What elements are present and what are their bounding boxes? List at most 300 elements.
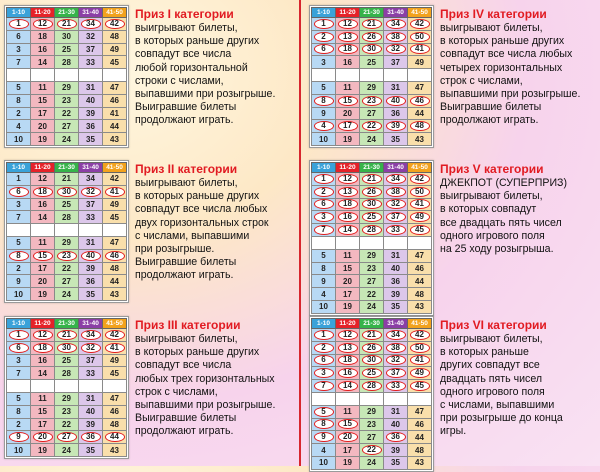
ticket-number: 18 xyxy=(336,43,360,56)
lottery-ticket xyxy=(309,316,434,472)
ticket-row xyxy=(7,43,127,56)
lottery-ticket xyxy=(309,160,434,316)
ticket-row xyxy=(312,288,432,301)
ticket-number: 28 xyxy=(55,367,79,380)
range-header: 21-30 xyxy=(360,319,384,329)
ticket-number: 8 xyxy=(7,405,31,418)
ticket-row xyxy=(312,431,432,444)
range-header: 1-10 xyxy=(312,163,336,173)
range-header: 41-50 xyxy=(408,319,432,329)
ticket-number: 21 xyxy=(360,173,384,186)
ticket-number: 9 xyxy=(312,431,336,444)
ticket-row xyxy=(7,405,127,418)
ticket-number: 38 xyxy=(384,30,408,43)
grid-separator xyxy=(312,392,432,405)
ticket-number: 40 xyxy=(79,249,103,262)
ticket-number: 25 xyxy=(55,354,79,367)
ticket-number: 44 xyxy=(408,275,432,288)
grid-separator xyxy=(7,69,127,82)
center-divider xyxy=(299,0,301,466)
ticket-number: 32 xyxy=(79,30,103,43)
ticket-number: 11 xyxy=(336,405,360,418)
ticket-number: 17 xyxy=(336,288,360,301)
range-header: 1-10 xyxy=(7,8,31,18)
ticket-number: 15 xyxy=(31,249,55,262)
ticket-row xyxy=(312,133,432,146)
ticket-number: 37 xyxy=(384,56,408,69)
ticket-number: 49 xyxy=(408,367,432,380)
ticket-number: 35 xyxy=(384,456,408,469)
ticket-number: 30 xyxy=(360,43,384,56)
prize-description xyxy=(135,318,295,439)
ticket-number: 19 xyxy=(336,300,360,313)
ticket-number: 26 xyxy=(360,185,384,198)
ticket-number: 2 xyxy=(312,30,336,43)
ticket-number: 48 xyxy=(103,262,127,275)
ticket-number: 9 xyxy=(7,275,31,288)
ticket-number: 50 xyxy=(408,185,432,198)
ticket-number: 41 xyxy=(103,107,127,120)
ticket-number: 11 xyxy=(31,81,55,94)
prize-panel xyxy=(305,157,597,312)
ticket-number: 30 xyxy=(55,185,79,198)
ticket-row xyxy=(7,444,127,457)
ticket-number: 4 xyxy=(312,444,336,457)
ticket-number: 21 xyxy=(55,329,79,342)
ticket-row xyxy=(312,198,432,211)
ticket-number: 21 xyxy=(360,329,384,342)
prize-description xyxy=(135,162,295,283)
ticket-number: 49 xyxy=(408,56,432,69)
ticket-number: 43 xyxy=(408,133,432,146)
ticket-number: 18 xyxy=(336,354,360,367)
ticket-number: 42 xyxy=(408,329,432,342)
ticket-number: 11 xyxy=(31,392,55,405)
ticket-number: 12 xyxy=(336,18,360,31)
ticket-number: 15 xyxy=(31,94,55,107)
ticket-number: 47 xyxy=(103,236,127,249)
ticket-number: 5 xyxy=(312,81,336,94)
ticket-number: 18 xyxy=(31,341,55,354)
ticket-number: 33 xyxy=(79,56,103,69)
prize-title: Приз II категории xyxy=(135,162,238,176)
ticket-row xyxy=(312,405,432,418)
range-header: 11-20 xyxy=(31,319,55,329)
ticket-number: 2 xyxy=(7,107,31,120)
ticket-number: 22 xyxy=(55,262,79,275)
ticket-number: 40 xyxy=(79,94,103,107)
ticket-grid xyxy=(311,318,432,470)
ticket-number: 32 xyxy=(384,354,408,367)
ticket-number: 39 xyxy=(79,107,103,120)
range-header: 41-50 xyxy=(408,163,432,173)
ticket-number: 42 xyxy=(103,329,127,342)
ticket-number: 24 xyxy=(55,444,79,457)
ticket-number: 27 xyxy=(360,275,384,288)
prize-text: выигрывают билеты, в которых раньше других совпадут все числа любых двух горизонтальных строк с числами, выпавшими при розыгрыше. Выигравшие билеты продолжают играть. xyxy=(135,177,269,282)
ticket-number: 32 xyxy=(79,341,103,354)
ticket-number: 2 xyxy=(312,341,336,354)
ticket-number: 26 xyxy=(360,341,384,354)
ticket-number: 48 xyxy=(408,288,432,301)
ticket-row xyxy=(312,275,432,288)
ticket-number: 47 xyxy=(408,249,432,262)
ticket-number: 50 xyxy=(408,30,432,43)
prize-panel xyxy=(0,313,292,461)
ticket-number: 3 xyxy=(312,367,336,380)
ticket-row xyxy=(312,444,432,457)
ticket-number: 40 xyxy=(79,405,103,418)
ticket-number: 48 xyxy=(103,30,127,43)
range-header: 21-30 xyxy=(360,8,384,18)
ticket-grid xyxy=(6,162,127,301)
ticket-number: 37 xyxy=(79,43,103,56)
ticket-number: 28 xyxy=(360,380,384,393)
ticket-number: 22 xyxy=(55,107,79,120)
ticket-number: 47 xyxy=(408,81,432,94)
lottery-ticket xyxy=(4,316,129,459)
ticket-number: 39 xyxy=(384,444,408,457)
ticket-number: 49 xyxy=(103,43,127,56)
ticket-number: 45 xyxy=(103,367,127,380)
ticket-number: 12 xyxy=(31,329,55,342)
ticket-number: 3 xyxy=(312,56,336,69)
ticket-number: 41 xyxy=(408,354,432,367)
ticket-row xyxy=(7,329,127,342)
ticket-number: 12 xyxy=(31,18,55,31)
ticket-number: 5 xyxy=(7,81,31,94)
ticket-number: 30 xyxy=(55,30,79,43)
ticket-number: 2 xyxy=(7,418,31,431)
ticket-row xyxy=(7,81,127,94)
ticket-number: 10 xyxy=(312,456,336,469)
ticket-number: 6 xyxy=(312,354,336,367)
ticket-number: 46 xyxy=(103,249,127,262)
ticket-number: 31 xyxy=(79,81,103,94)
ticket-number: 37 xyxy=(79,354,103,367)
ticket-number: 35 xyxy=(79,133,103,146)
ticket-number: 41 xyxy=(103,341,127,354)
ticket-number: 2 xyxy=(7,262,31,275)
ticket-number: 39 xyxy=(79,262,103,275)
ticket-row xyxy=(7,431,127,444)
range-header: 11-20 xyxy=(336,163,360,173)
ticket-number: 7 xyxy=(7,367,31,380)
ticket-number: 47 xyxy=(103,392,127,405)
ticket-row xyxy=(7,288,127,301)
ticket-number: 35 xyxy=(79,444,103,457)
ticket-number: 15 xyxy=(336,262,360,275)
ticket-grid xyxy=(311,162,432,314)
ticket-row xyxy=(312,94,432,107)
ticket-number: 37 xyxy=(384,211,408,224)
ticket-row xyxy=(312,367,432,380)
ticket-number: 15 xyxy=(31,405,55,418)
lottery-ticket xyxy=(309,5,434,148)
ticket-number: 7 xyxy=(312,224,336,237)
ticket-number: 17 xyxy=(31,262,55,275)
ticket-row xyxy=(7,211,127,224)
ticket-number: 6 xyxy=(7,30,31,43)
ticket-number: 34 xyxy=(79,18,103,31)
ticket-row xyxy=(312,43,432,56)
ticket-number: 46 xyxy=(408,262,432,275)
ticket-number: 16 xyxy=(31,198,55,211)
lottery-ticket xyxy=(4,5,129,148)
ticket-number: 9 xyxy=(312,275,336,288)
ticket-number: 36 xyxy=(384,431,408,444)
ticket-number: 20 xyxy=(31,275,55,288)
prize-text: выигрывают билеты, в которых раньше других совпадут все числа любых четырех горизонтальных строк с числами, выпавшими при розыгрыше. Выигравшие билеты продолжают играть. xyxy=(440,22,581,127)
ticket-number: 43 xyxy=(103,133,127,146)
ticket-number: 41 xyxy=(408,198,432,211)
ticket-number: 30 xyxy=(360,198,384,211)
ticket-number: 27 xyxy=(55,431,79,444)
ticket-number: 28 xyxy=(360,224,384,237)
range-header: 11-20 xyxy=(336,319,360,329)
ticket-row xyxy=(312,418,432,431)
ticket-number: 21 xyxy=(55,173,79,186)
ticket-number: 44 xyxy=(103,431,127,444)
ticket-row xyxy=(7,185,127,198)
ticket-number: 42 xyxy=(103,173,127,186)
ticket-number: 45 xyxy=(408,380,432,393)
ticket-row xyxy=(7,418,127,431)
range-header: 31-40 xyxy=(384,319,408,329)
ticket-number: 29 xyxy=(360,249,384,262)
ticket-number: 3 xyxy=(7,354,31,367)
ticket-number: 42 xyxy=(408,173,432,186)
ticket-number: 25 xyxy=(360,367,384,380)
ticket-number: 44 xyxy=(408,107,432,120)
ticket-number: 43 xyxy=(408,456,432,469)
ticket-number: 39 xyxy=(79,418,103,431)
ticket-number: 6 xyxy=(7,185,31,198)
range-header: 21-30 xyxy=(55,163,79,173)
ticket-number: 37 xyxy=(384,367,408,380)
ticket-number: 3 xyxy=(312,211,336,224)
ticket-row xyxy=(7,94,127,107)
range-header: 41-50 xyxy=(103,8,127,18)
ticket-number: 34 xyxy=(79,329,103,342)
ticket-number: 34 xyxy=(384,329,408,342)
ticket-number: 31 xyxy=(384,249,408,262)
ticket-row xyxy=(312,211,432,224)
ticket-number: 16 xyxy=(31,43,55,56)
ticket-row xyxy=(312,173,432,186)
ticket-number: 21 xyxy=(360,18,384,31)
ticket-number: 39 xyxy=(384,120,408,133)
ticket-number: 13 xyxy=(336,185,360,198)
ticket-number: 1 xyxy=(312,173,336,186)
ticket-number: 25 xyxy=(360,211,384,224)
ticket-number: 29 xyxy=(55,392,79,405)
ticket-number: 22 xyxy=(360,288,384,301)
ticket-row xyxy=(312,30,432,43)
ticket-number: 46 xyxy=(103,405,127,418)
ticket-number: 31 xyxy=(384,405,408,418)
ticket-number: 12 xyxy=(31,173,55,186)
ticket-row xyxy=(312,107,432,120)
prize-title: Приз IV категории xyxy=(440,7,547,21)
ticket-number: 33 xyxy=(384,224,408,237)
range-header: 1-10 xyxy=(7,319,31,329)
range-header: 31-40 xyxy=(79,319,103,329)
ticket-number: 19 xyxy=(336,133,360,146)
ticket-number: 24 xyxy=(360,456,384,469)
ticket-number: 8 xyxy=(312,418,336,431)
ticket-number: 6 xyxy=(7,341,31,354)
prize-title: Приз VI категории xyxy=(440,318,547,332)
ticket-number: 5 xyxy=(312,405,336,418)
ticket-number: 6 xyxy=(312,43,336,56)
range-header: 11-20 xyxy=(31,163,55,173)
ticket-row xyxy=(312,56,432,69)
ticket-number: 25 xyxy=(55,43,79,56)
ticket-number: 48 xyxy=(408,120,432,133)
ticket-number: 10 xyxy=(7,444,31,457)
ticket-grid xyxy=(6,318,127,457)
ticket-number: 7 xyxy=(312,380,336,393)
ticket-number: 16 xyxy=(336,56,360,69)
ticket-number: 29 xyxy=(55,81,79,94)
ticket-row xyxy=(7,262,127,275)
ticket-number: 43 xyxy=(103,288,127,301)
ticket-row xyxy=(312,300,432,313)
ticket-number: 1 xyxy=(7,18,31,31)
prize-description xyxy=(135,7,295,128)
ticket-row xyxy=(7,30,127,43)
ticket-number: 36 xyxy=(79,120,103,133)
ticket-row xyxy=(312,81,432,94)
ticket-number: 1 xyxy=(312,18,336,31)
ticket-number: 42 xyxy=(408,18,432,31)
range-header: 21-30 xyxy=(360,163,384,173)
prize-panel xyxy=(305,313,597,468)
ticket-number: 24 xyxy=(55,288,79,301)
ticket-number: 20 xyxy=(336,275,360,288)
ticket-number: 14 xyxy=(336,380,360,393)
ticket-number: 17 xyxy=(336,444,360,457)
range-header: 11-20 xyxy=(336,8,360,18)
ticket-number: 37 xyxy=(79,198,103,211)
ticket-number: 2 xyxy=(312,185,336,198)
ticket-number: 9 xyxy=(7,431,31,444)
ticket-number: 5 xyxy=(7,392,31,405)
ticket-number: 30 xyxy=(55,341,79,354)
ticket-number: 1 xyxy=(7,173,31,186)
ticket-number: 7 xyxy=(7,211,31,224)
range-header: 21-30 xyxy=(55,8,79,18)
ticket-number: 19 xyxy=(31,133,55,146)
ticket-number: 32 xyxy=(384,198,408,211)
ticket-number: 1 xyxy=(312,329,336,342)
ticket-number: 40 xyxy=(384,94,408,107)
prize-title: Приз I категории xyxy=(135,7,234,21)
ticket-number: 32 xyxy=(79,185,103,198)
ticket-number: 48 xyxy=(408,444,432,457)
prize-panel xyxy=(0,2,292,150)
ticket-number: 11 xyxy=(336,81,360,94)
ticket-number: 6 xyxy=(312,198,336,211)
ticket-number: 16 xyxy=(336,211,360,224)
range-header: 31-40 xyxy=(79,8,103,18)
ticket-number: 4 xyxy=(312,120,336,133)
ticket-number: 49 xyxy=(103,354,127,367)
ticket-number: 40 xyxy=(384,262,408,275)
ticket-number: 49 xyxy=(408,211,432,224)
ticket-number: 7 xyxy=(7,56,31,69)
ticket-number: 34 xyxy=(79,173,103,186)
ticket-row xyxy=(7,173,127,186)
ticket-number: 5 xyxy=(7,236,31,249)
ticket-number: 44 xyxy=(103,275,127,288)
ticket-number: 4 xyxy=(7,120,31,133)
ticket-number: 46 xyxy=(408,94,432,107)
range-header: 41-50 xyxy=(103,319,127,329)
ticket-number: 10 xyxy=(312,300,336,313)
ticket-number: 17 xyxy=(336,120,360,133)
ticket-number: 34 xyxy=(384,18,408,31)
ticket-number: 12 xyxy=(336,173,360,186)
ticket-number: 28 xyxy=(55,56,79,69)
ticket-number: 22 xyxy=(360,444,384,457)
ticket-row xyxy=(7,120,127,133)
ticket-number: 33 xyxy=(384,380,408,393)
prize-panel xyxy=(305,2,597,150)
prize-text: выигрывают билеты, в которых раньше других совпадут все числа любых трех горизонтальных строк с числами, выпавшими при розыгрыше. Выигравшие билеты продолжают играть. xyxy=(135,333,276,438)
ticket-number: 24 xyxy=(55,133,79,146)
ticket-number: 47 xyxy=(408,405,432,418)
ticket-number: 29 xyxy=(55,236,79,249)
prize-text: выигрывают билеты, в которых раньше других совпадут все двадцать пять чисел одного игрового поля с числами, выпавшими при розыгрыше до конца игры. xyxy=(440,333,563,438)
ticket-number: 42 xyxy=(103,18,127,31)
range-header: 1-10 xyxy=(312,319,336,329)
ticket-number: 29 xyxy=(360,81,384,94)
prize-panel xyxy=(0,157,292,305)
ticket-number: 20 xyxy=(336,107,360,120)
range-header: 31-40 xyxy=(79,163,103,173)
range-header: 11-20 xyxy=(31,8,55,18)
ticket-number: 41 xyxy=(408,43,432,56)
ticket-row xyxy=(312,18,432,31)
ticket-number: 29 xyxy=(360,405,384,418)
ticket-row xyxy=(7,18,127,31)
ticket-row xyxy=(7,392,127,405)
ticket-number: 36 xyxy=(384,107,408,120)
ticket-number: 9 xyxy=(312,107,336,120)
ticket-number: 18 xyxy=(336,198,360,211)
ticket-number: 43 xyxy=(408,300,432,313)
ticket-number: 34 xyxy=(384,173,408,186)
ticket-number: 41 xyxy=(103,185,127,198)
ticket-number: 11 xyxy=(336,249,360,262)
ticket-number: 44 xyxy=(408,431,432,444)
grid-separator xyxy=(312,69,432,82)
ticket-number: 11 xyxy=(31,236,55,249)
ticket-number: 45 xyxy=(408,224,432,237)
ticket-number: 33 xyxy=(79,211,103,224)
ticket-number: 17 xyxy=(31,107,55,120)
range-header: 31-40 xyxy=(384,8,408,18)
ticket-number: 28 xyxy=(55,211,79,224)
ticket-row xyxy=(312,341,432,354)
ticket-number: 36 xyxy=(384,275,408,288)
ticket-number: 18 xyxy=(31,30,55,43)
ticket-row xyxy=(312,249,432,262)
ticket-number: 31 xyxy=(384,81,408,94)
range-header: 1-10 xyxy=(7,163,31,173)
